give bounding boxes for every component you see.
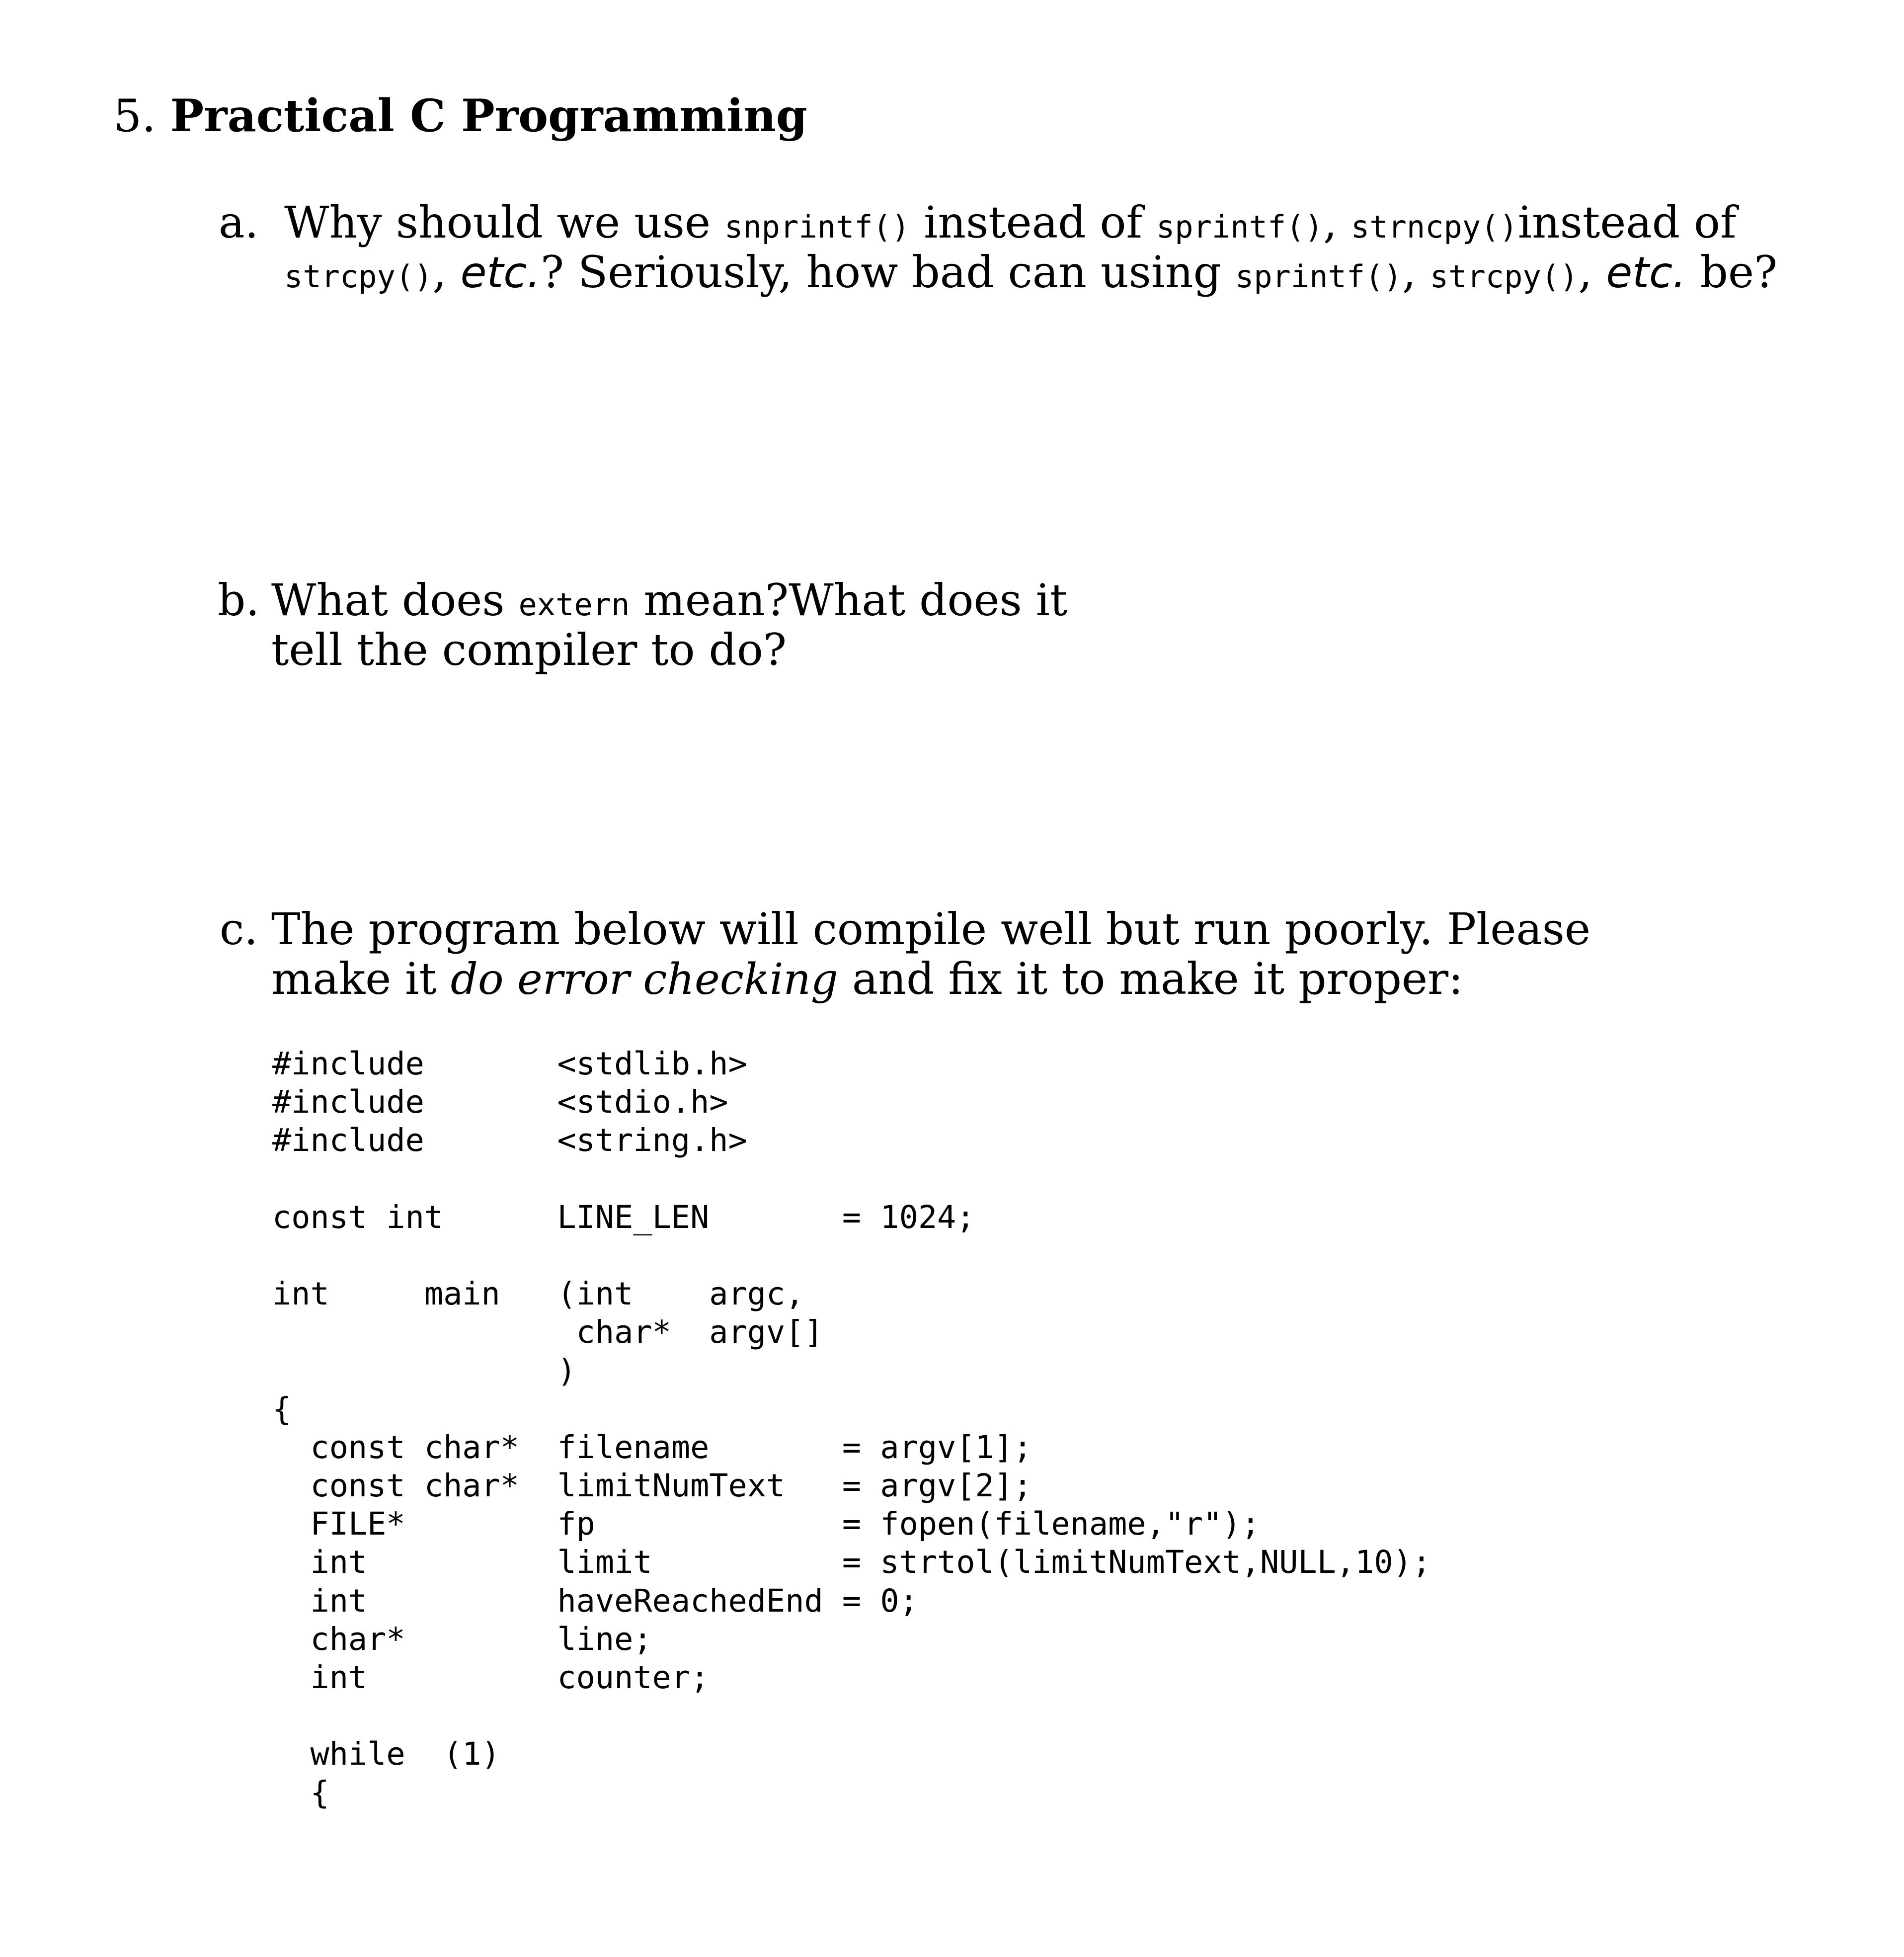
code-strncpy: strncpy() <box>1350 209 1518 245</box>
question-c-text: make it <box>271 953 451 1004</box>
etc-italic: etc. <box>1606 248 1686 298</box>
question-a-text: ? Seriously, how bad can using <box>540 246 1235 298</box>
code-line: { <box>272 1390 292 1427</box>
code-line: int main (int argc, <box>272 1275 804 1312</box>
etc-italic: etc. <box>460 248 541 298</box>
code-line <box>272 1236 1431 1275</box>
code-line: char* line; <box>272 1620 652 1657</box>
question-b-line-1 <box>271 575 1067 630</box>
code-strcpy: strcpy() <box>1429 258 1579 295</box>
question-b-label: b. <box>218 574 260 626</box>
question-a-text: , <box>1402 246 1430 298</box>
code-line: while (1) <box>272 1735 500 1773</box>
question-a-line-1 <box>284 198 1737 252</box>
section-heading <box>113 88 807 144</box>
question-a-text: instead of <box>1517 197 1737 248</box>
question-c-line-1: The program below will compile well but run poorly. Please <box>271 903 1591 955</box>
question-a-text: instead of <box>910 197 1156 248</box>
code-line: const char* limitNumText = argv[2]; <box>272 1467 1032 1504</box>
do-error-checking-italic: do error checking <box>450 955 838 1004</box>
question-a-label: a. <box>219 197 259 248</box>
question-b-line-2: tell the compiler to do? <box>271 624 787 675</box>
code-line <box>272 1697 1431 1735</box>
question-a-text: , <box>1323 197 1351 248</box>
question-b-text: mean?What does it <box>630 574 1068 626</box>
question-c-line-2 <box>271 954 1463 1004</box>
code-sprintf: sprintf() <box>1235 258 1402 295</box>
question-a-text: Why should we use <box>284 197 725 248</box>
section-number: 5. <box>113 90 156 142</box>
question-a-text: , <box>1578 246 1606 298</box>
code-line: const int LINE_LEN = 1024; <box>272 1198 975 1235</box>
code-line: int counter; <box>272 1659 710 1696</box>
code-line: const char* filename = argv[1]; <box>272 1428 1032 1466</box>
code-listing <box>272 1045 1431 1812</box>
question-c-label: c. <box>220 903 258 955</box>
question-a-text: be? <box>1686 246 1778 298</box>
code-strcpy: strcpy() <box>284 258 433 295</box>
section-title: Practical C Programming <box>170 89 807 142</box>
question-b-text: What does <box>271 574 519 626</box>
code-line: int limit = strtol(limitNumText,NULL,10); <box>272 1544 1431 1581</box>
code-snprintf: snprintf() <box>724 209 910 245</box>
code-extern: extern <box>518 586 630 623</box>
question-a-line-2 <box>284 247 1777 302</box>
question-c-text: and fix it to make it proper: <box>838 953 1463 1004</box>
code-line: char* argv[] <box>272 1313 823 1351</box>
code-sprintf: sprintf() <box>1156 209 1323 245</box>
code-line: FILE* fp = fopen(filename,"r"); <box>272 1505 1260 1543</box>
code-line <box>272 1160 1431 1198</box>
code-line: #include <stdio.h> <box>272 1083 728 1121</box>
code-line: ) <box>272 1352 576 1389</box>
code-line: #include <string.h> <box>272 1122 747 1159</box>
code-line: #include <stdlib.h> <box>272 1045 747 1082</box>
code-line: { <box>272 1774 329 1811</box>
code-line: int haveReachedEnd = 0; <box>272 1582 918 1619</box>
question-a-text: , <box>432 246 461 298</box>
